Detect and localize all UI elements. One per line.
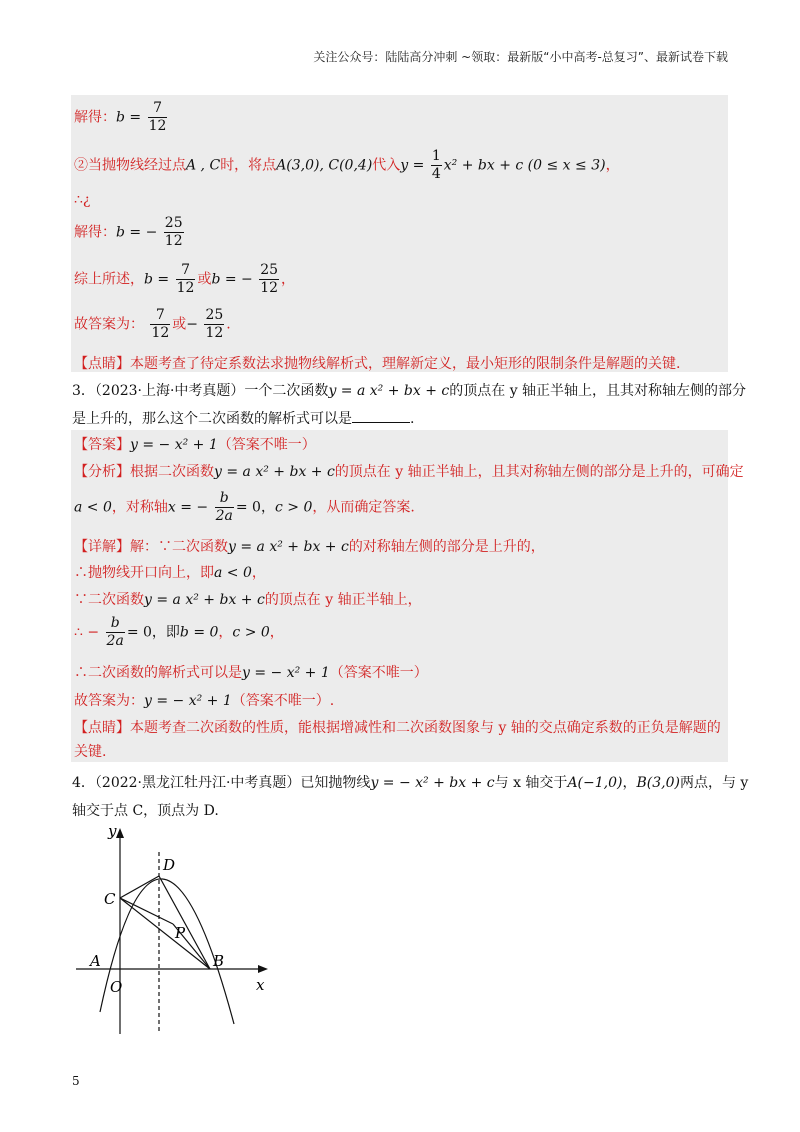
page-header: 关注公众号：陆陆高分冲刺 ~领取：最新版“小中高考-总复习”、最新试卷下载	[313, 50, 728, 64]
x-axis-arrow	[258, 965, 268, 973]
detail-line-6: 故答案为：y = − x² + 1（答案不唯一）.	[74, 693, 335, 709]
summary-line: 综上所述，b = $\frac{7}{12}$ 或b = − $\frac{25}{12}$ ，	[74, 262, 296, 296]
question-3-line-1: 3．（2023·上海·中考真题）一个二次函数y = a x² + bx + c的顶点在 y 轴正半轴上，且其对称轴左侧的部分	[72, 383, 747, 399]
y-axis-arrow	[116, 828, 124, 838]
detail-line-1: 【详解】解：∵二次函数y = a x² + bx + c的对称轴左侧的部分是上升的，	[74, 539, 545, 555]
detail-line-2: ∴抛物线开口向上，即a < 0，	[74, 565, 266, 581]
analysis-line-2: a < 0，对称轴x = − $\frac{b}{2a}$ = 0，c > 0，从而确定答案.	[74, 490, 415, 524]
case-2-line: ②当抛物线经过点A , C时，将点A(3,0), C(0,4)代入y = $\frac{1}{4}$ x² + bx + c (0 ≤ x ≤ 3)，	[74, 148, 620, 182]
detail-line-5: ∴二次函数的解析式可以是y = − x² + 1（答案不唯一）	[74, 665, 428, 681]
comment-line-1: 【点睛】本题考查了待定系数法求抛物线解析式，理解新定义，最小矩形的限制条件是解题的关键.	[74, 356, 681, 372]
solve-line-b-neg-25-12: 解得：b = − $\frac{25}{12}$	[74, 215, 183, 249]
parabola-figure	[70, 822, 280, 1042]
question-4-line-1: 4．（2022·黑龙江牡丹江·中考真题）已知抛物线y = − x² + bx + c与 x 轴交于A(−1,0)，B(3,0)两点，与 y	[72, 775, 749, 791]
label-d: D	[163, 856, 176, 874]
label-o: O	[110, 978, 123, 996]
answer-blank	[352, 410, 410, 423]
segment-db	[159, 876, 210, 969]
solve-line-b-7-12: 解得：b = $\frac{7}{12}$	[74, 100, 167, 134]
segment-cb	[120, 898, 210, 969]
segment-cp	[120, 898, 173, 924]
label-x: x	[256, 976, 265, 994]
detail-line-4: ∴ − $\frac{b}{2a}$ = 0，即b = 0，c > 0，	[74, 615, 284, 649]
final-answer-line-1: 故答案为： $\frac{7}{12}$ 或− $\frac{25}{12}$ .	[74, 307, 231, 341]
comment-line-3: 关键.	[74, 744, 107, 760]
analysis-line-1: 【分析】根据二次函数y = a x² + bx + c的顶点在 y 轴正半轴上，且其对称轴左侧的部分是上升的，可确定	[74, 464, 744, 480]
label-p: P	[175, 924, 186, 942]
page-number: 5	[72, 1074, 80, 1088]
label-a: A	[90, 952, 101, 970]
question-4-line-2: 轴交于点 C，顶点为 D.	[72, 803, 219, 819]
therefore-line: ∴¿	[74, 192, 91, 208]
label-y: y	[108, 822, 117, 840]
question-3-line-2: 是上升的，那么这个二次函数的解析式可以是 .	[72, 411, 415, 427]
label-c: C	[104, 890, 116, 908]
label-b: B	[213, 952, 225, 970]
detail-line-3: ∵二次函数y = a x² + bx + c的顶点在 y 轴正半轴上，	[74, 592, 422, 608]
comment-line-2: 【点睛】本题考查二次函数的性质，能根据增减性和二次函数图象与 y 轴的交点确定系数的正负是解题的	[74, 720, 721, 736]
answer-line: 【答案】y = − x² + 1（答案不唯一）	[74, 437, 316, 453]
